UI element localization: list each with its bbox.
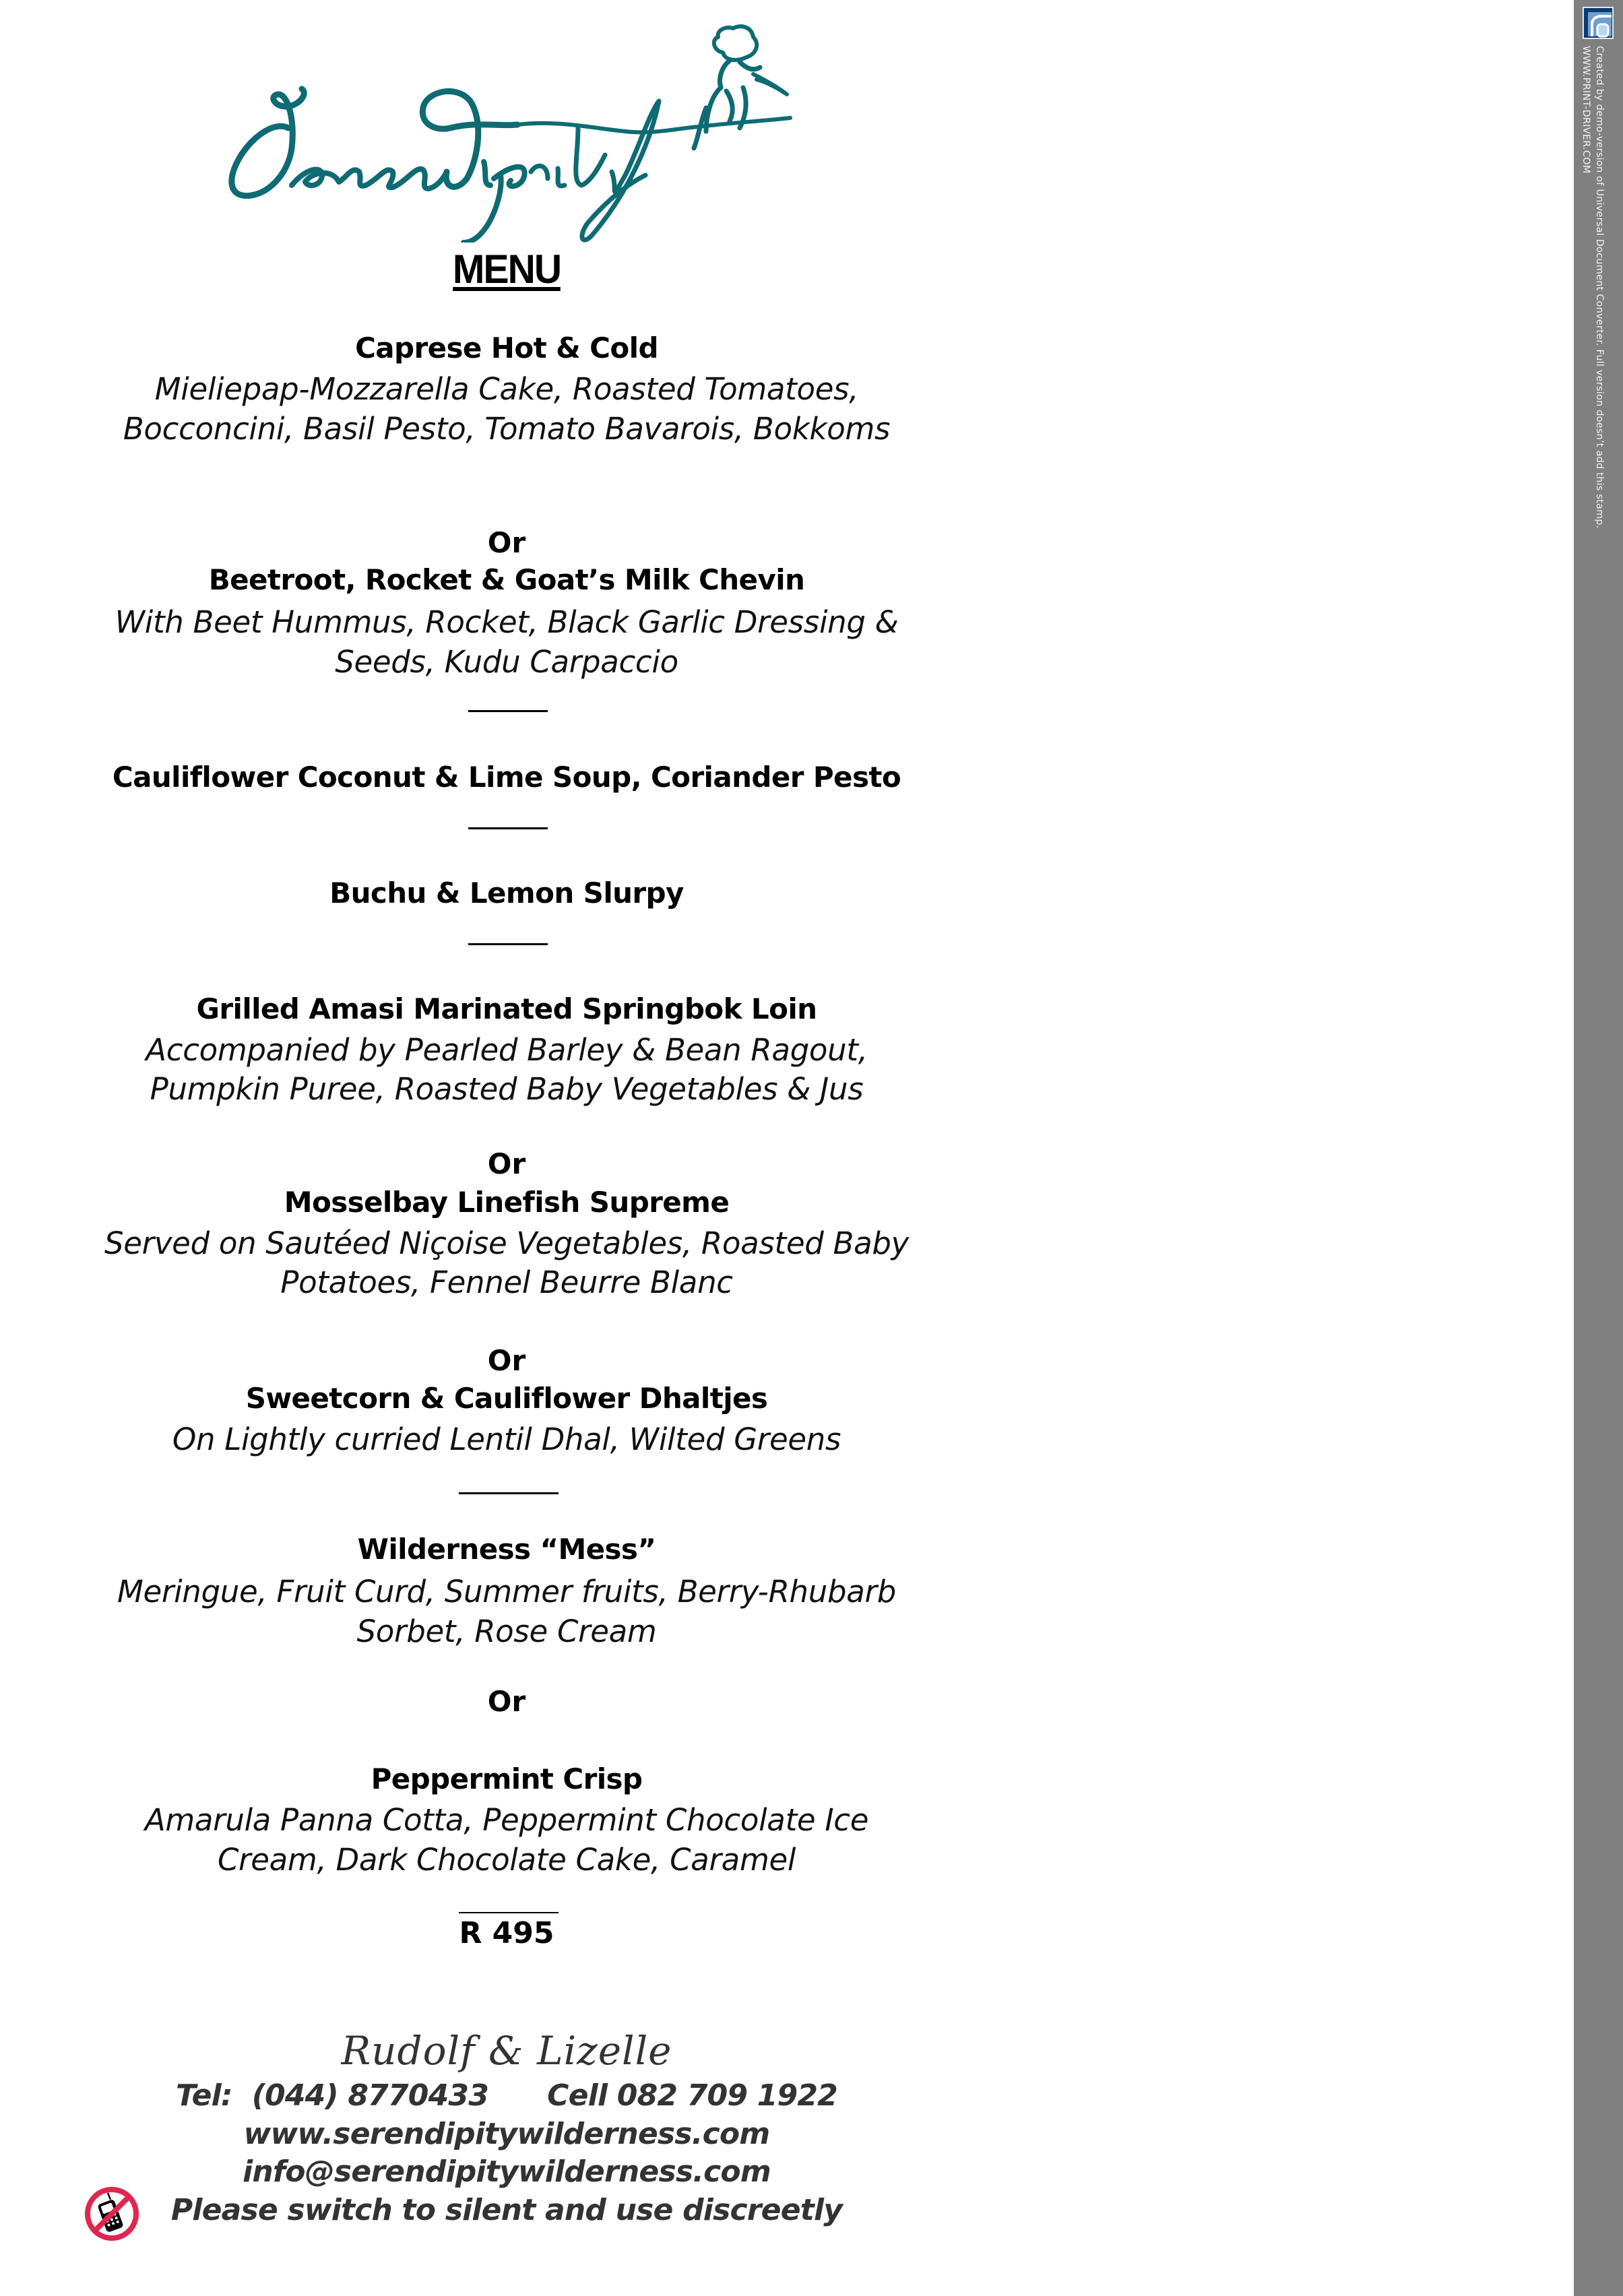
converter-watermark-bar bbox=[1574, 0, 1623, 2296]
no-mobile-phone-icon bbox=[83, 2185, 141, 2243]
hosts-signature: Rudolf & Lizelle bbox=[341, 2028, 672, 2074]
dish-title: Peppermint Crisp bbox=[371, 1762, 643, 1795]
watermark-line-1: Created by demo-version of Universal Document Converter. Full version doesn’t add this stamp. bbox=[1594, 46, 1605, 529]
price-divider bbox=[459, 1912, 559, 1913]
dish-description: Served on Sautéed Niçoise Vegetables, Roasted Baby bbox=[104, 1225, 909, 1261]
dish-description: With Beet Hummus, Rocket, Black Garlic Dressing & bbox=[115, 604, 899, 640]
email-link[interactable]: info@serendipitywilderness.com bbox=[243, 2155, 771, 2189]
dish-description: Bocconcini, Basil Pesto, Tomato Bavarois, Bokkoms bbox=[123, 411, 891, 447]
watermark-text bbox=[1579, 46, 1606, 529]
dish-description: Pumpkin Puree, Roasted Baby Vegetables & Jus bbox=[150, 1071, 864, 1107]
dish-description: Seeds, Kudu Carpaccio bbox=[335, 644, 678, 680]
dish-title: Wilderness “Mess” bbox=[357, 1533, 656, 1566]
dish-title: Buchu & Lemon Slurpy bbox=[329, 876, 684, 910]
dish-title: Caprese Hot & Cold bbox=[355, 331, 658, 364]
serendipity-logo bbox=[214, 20, 800, 243]
dish-description: On Lightly curried Lentil Dhal, Wilted Greens bbox=[172, 1422, 841, 1457]
dish-description: Accompanied by Pearled Barley & Bean Ragout, bbox=[146, 1032, 868, 1068]
udc-logo-icon bbox=[1583, 7, 1614, 39]
dish-title: Cauliflower Coconut & Lime Soup, Coriander Pesto bbox=[112, 761, 901, 794]
dish-description: Mieliepap-Mozzarella Cake, Roasted Tomatoes, bbox=[154, 371, 859, 407]
dish-title: Beetroot, Rocket & Goat’s Milk Chevin bbox=[208, 563, 805, 596]
or-separator: Or bbox=[487, 1685, 526, 1718]
website-link[interactable]: www.serendipitywilderness.com bbox=[243, 2117, 770, 2151]
dish-description: Amarula Panna Cotta, Peppermint Chocolate Ice bbox=[144, 1802, 869, 1838]
dish-title: Sweetcorn & Cauliflower Dhaltjes bbox=[245, 1382, 768, 1415]
course-divider bbox=[459, 1492, 559, 1494]
dish-description: Cream, Dark Chocolate Cake, Caramel bbox=[217, 1842, 796, 1878]
menu-price: R 495 bbox=[459, 1916, 554, 1950]
course-divider bbox=[468, 827, 548, 829]
dish-description: Sorbet, Rose Cream bbox=[356, 1614, 657, 1649]
watermark-line-2[interactable]: WWW.PRINT-DRIVER.COM bbox=[1581, 46, 1591, 174]
phone-notice: Please switch to silent and use discreetly bbox=[170, 2193, 843, 2227]
or-separator: Or bbox=[487, 1344, 526, 1377]
menu-title bbox=[26, 249, 988, 291]
course-divider bbox=[468, 710, 548, 712]
contact-phone-line: Tel: (044) 8770433 Cell 082 709 1922 bbox=[176, 2078, 837, 2113]
or-separator: Or bbox=[487, 1147, 526, 1180]
dish-description: Potatoes, Fennel Beurre Blanc bbox=[280, 1265, 733, 1300]
dish-title: Mosselbay Linefish Supreme bbox=[284, 1186, 730, 1219]
or-separator: Or bbox=[487, 526, 526, 559]
dish-title: Grilled Amasi Marinated Springbok Loin bbox=[196, 992, 817, 1025]
course-divider bbox=[468, 943, 548, 945]
menu-title-text: MENU bbox=[452, 247, 561, 292]
dish-description: Meringue, Fruit Curd, Summer fruits, Berry-Rhubarb bbox=[117, 1574, 897, 1609]
